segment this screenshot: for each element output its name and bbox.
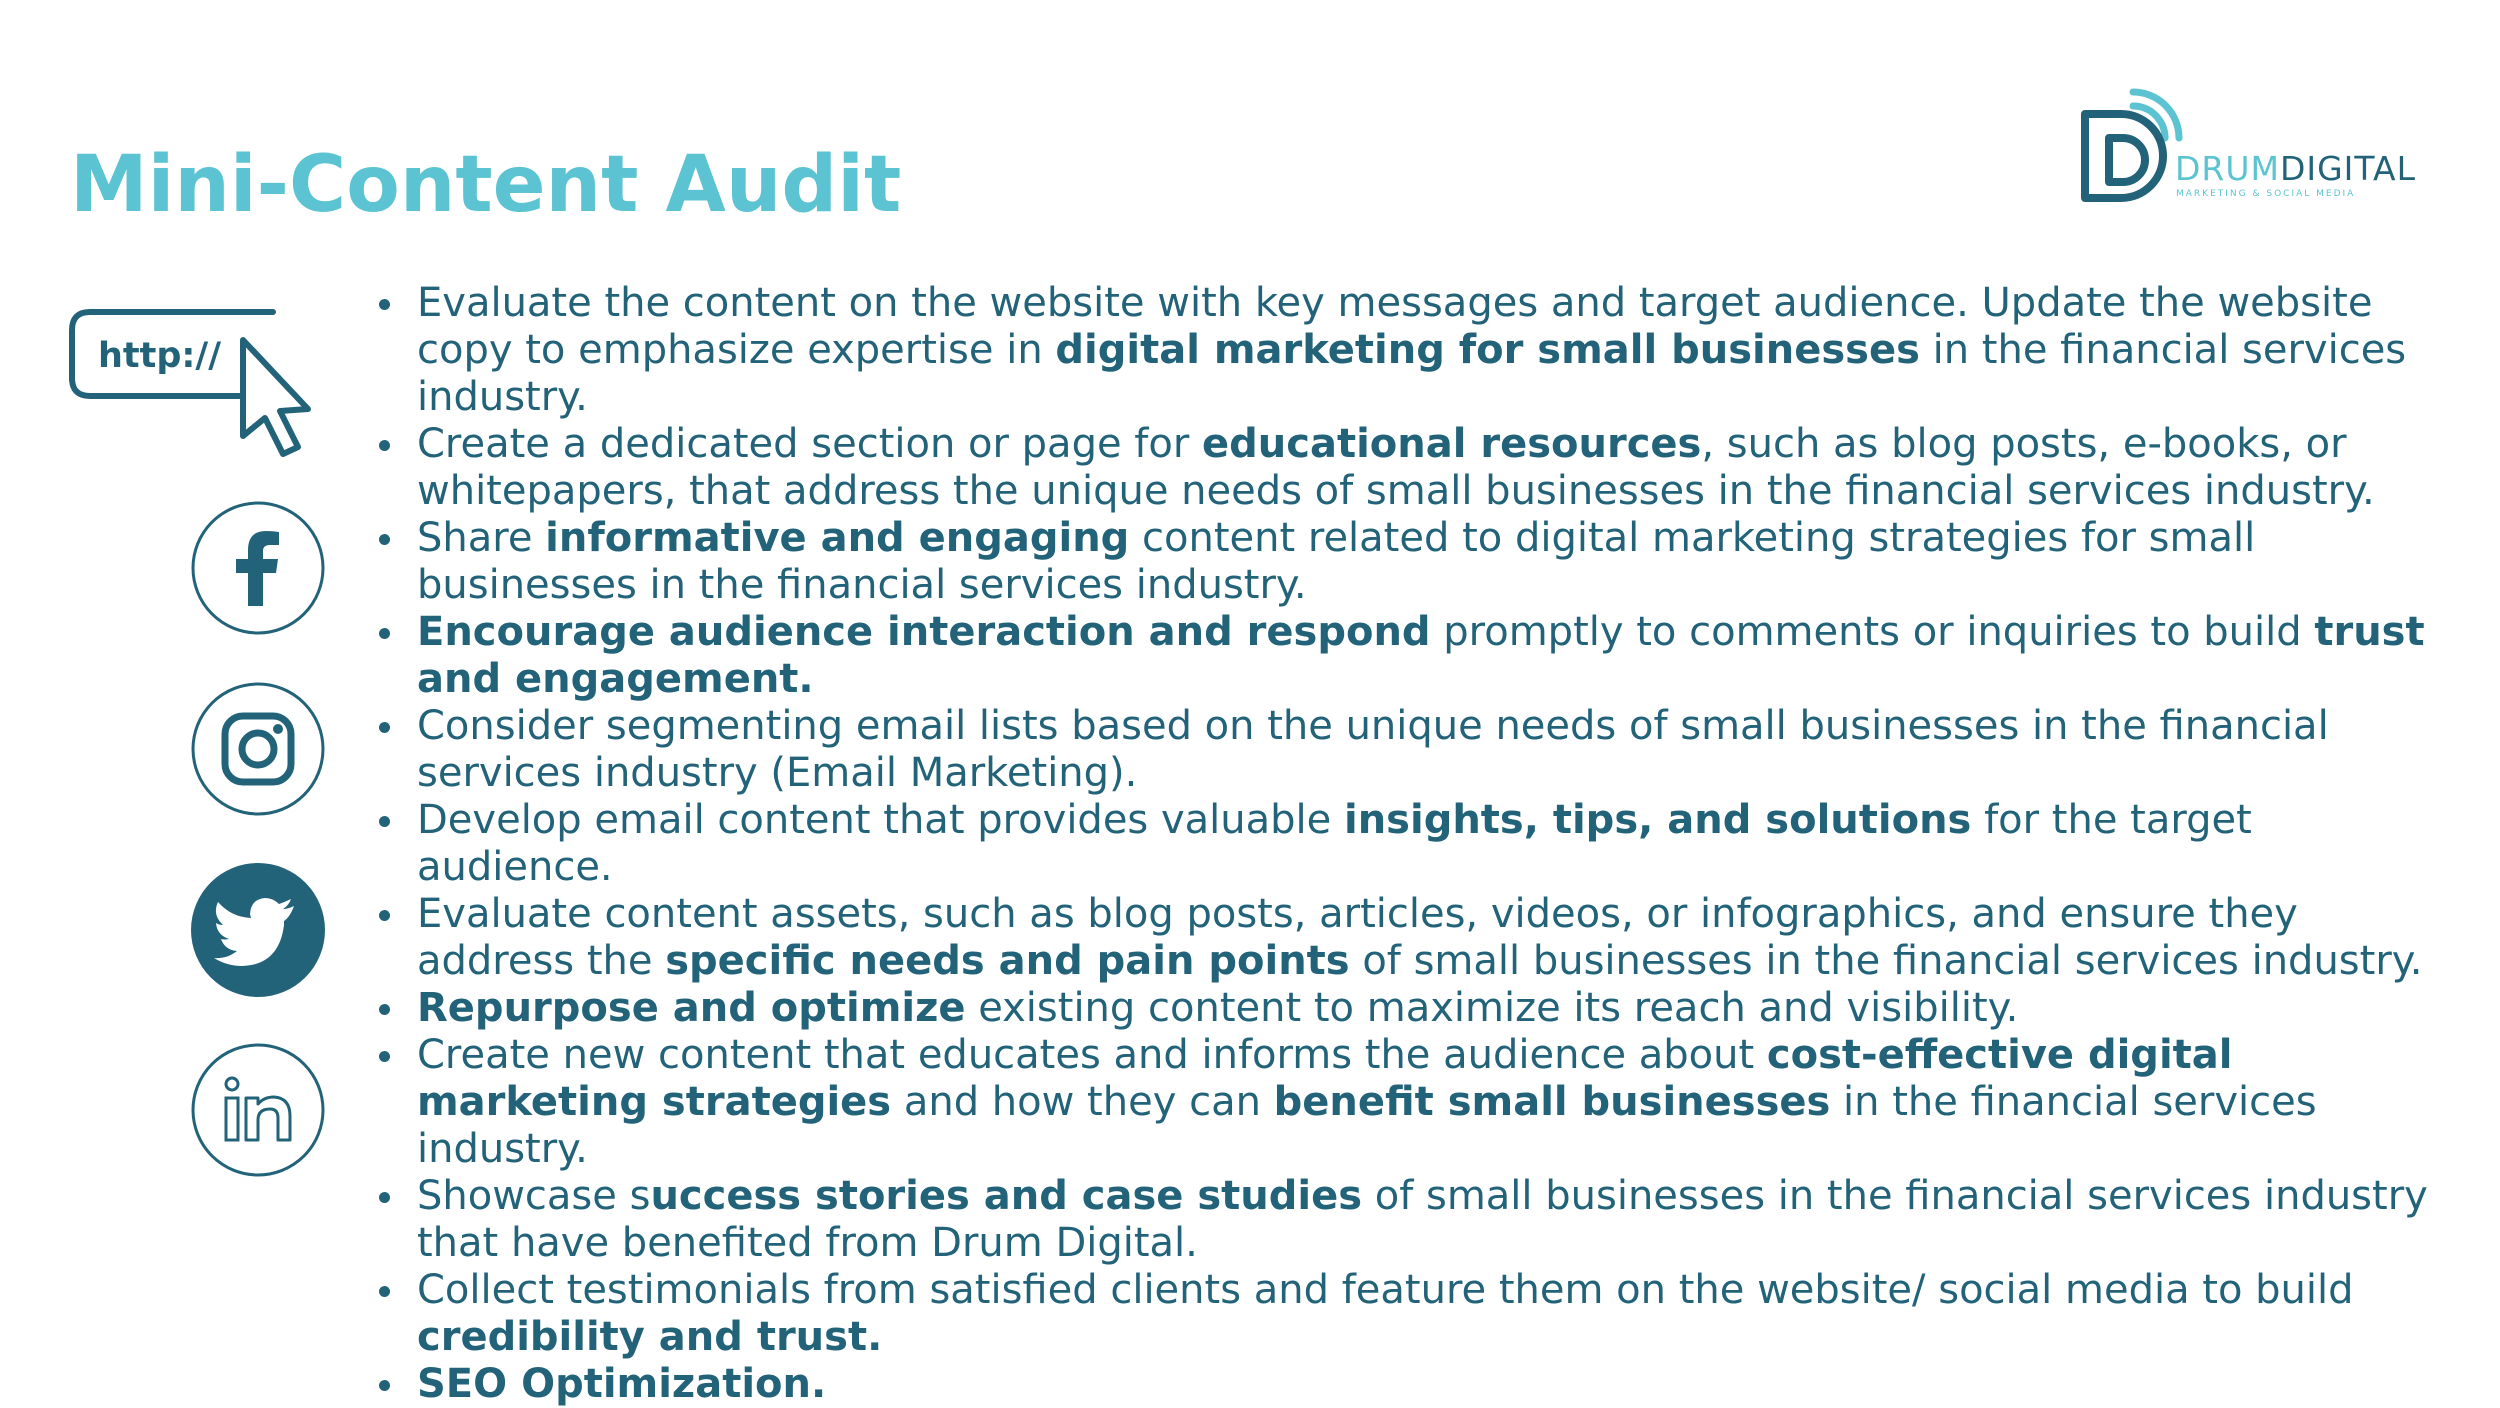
bullet-bold-text: Repurpose and optimize	[417, 985, 966, 1031]
page-title: Mini-Content Audit	[70, 140, 902, 230]
bullet-bold-text: digital marketing for small businesses	[1055, 327, 1920, 373]
bullet-bold-text: uccess stories and case studies	[650, 1173, 1362, 1219]
url-cursor-icon	[68, 308, 328, 458]
bullet-text: Consider segmenting email lists based on the unique needs of small businesses in the financial services industry (Email Marketing).	[417, 703, 2329, 796]
bullet-bold-text: benefit small businesses	[1273, 1079, 1831, 1125]
bullet-item	[375, 891, 2455, 985]
bullet-bold-text: cost-effective digital marketing strategies	[417, 1032, 2233, 1125]
bullet-bold-text: trust and engagement.	[417, 609, 2425, 702]
facebook-icon[interactable]	[190, 500, 326, 636]
logo-wordmark	[2175, 149, 2416, 188]
twitter-icon[interactable]	[190, 862, 326, 998]
bullet-item	[375, 1173, 2455, 1267]
bullet-text: promptly to comments or inquiries to build	[1430, 609, 2315, 655]
bullet-text: in the financial services industry.	[417, 327, 2407, 420]
bullet-item	[375, 797, 2455, 891]
bullet-text: Evaluate the content on the website with key messages and target audience. Update the website copy to emphasize expertise in	[417, 280, 2373, 373]
bullet-item	[375, 515, 2455, 609]
logo-drum: DRUM	[2175, 149, 2280, 188]
bullet-bold-text: specific needs and pain points	[665, 938, 1350, 984]
bullet-item	[375, 985, 2455, 1032]
logo-tagline: MARKETING & SOCIAL MEDIA	[2176, 189, 2356, 199]
bullet-text: content related to digital marketing strategies for small businesses in the financial services industry.	[417, 515, 2256, 608]
bullet-item	[375, 1267, 2455, 1361]
bullet-text: Share	[417, 515, 546, 561]
logo-mark-icon	[2075, 86, 2185, 206]
bullet-text: Showcase s	[417, 1173, 651, 1219]
bullet-item	[375, 703, 2455, 797]
logo-digital: DIGITAL	[2279, 149, 2416, 188]
bullet-text: existing content to maximize its reach and visibility.	[965, 985, 2019, 1031]
bullet-bold-text: credibility and trust.	[417, 1314, 883, 1360]
audit-bullet-list	[375, 280, 2455, 1408]
bullet-bold-text: informative and engaging	[545, 515, 1130, 561]
bullet-text: in the financial services industry.	[417, 1079, 2317, 1172]
drum-digital-logo	[2075, 86, 2445, 206]
bullet-item	[375, 609, 2455, 703]
bullet-item	[375, 421, 2455, 515]
bullet-text: Develop email content that provides valuable	[417, 797, 1344, 843]
bullet-text: Create a dedicated section or page for	[417, 421, 1202, 467]
bullet-item	[375, 280, 2455, 421]
bullet-text: of small businesses in the financial services industry.	[1349, 938, 2423, 984]
url-label: http://	[98, 336, 221, 376]
linkedin-icon[interactable]	[190, 1042, 326, 1178]
bullet-text: , such as blog posts, e-books, or whitepapers, that address the unique needs of small businesses in the financial services industry.	[417, 421, 2375, 514]
bullet-text: Create new content that educates and informs the audience about	[417, 1032, 1767, 1078]
bullet-bold-text: SEO Optimization.	[417, 1361, 827, 1407]
bullet-bold-text: Encourage audience interaction and respond	[417, 609, 1431, 655]
bullet-text: and how they can	[891, 1079, 1274, 1125]
bullet-text: of small businesses in the financial services industry that have benefited from Drum Digital.	[417, 1173, 2428, 1266]
bullet-bold-text: educational resources	[1202, 421, 1702, 467]
bullet-item	[375, 1032, 2455, 1173]
bullet-item	[375, 1361, 2455, 1408]
bullet-text: Evaluate content assets, such as blog posts, articles, videos, or infographics, and ensure they address the	[417, 891, 2298, 984]
instagram-icon[interactable]	[190, 681, 326, 817]
bullet-bold-text: insights, tips, and solutions	[1343, 797, 1972, 843]
bullet-text: for the target audience.	[417, 797, 2252, 890]
bullet-text: Collect testimonials from satisfied clients and feature them on the website/ social media to build	[417, 1267, 2354, 1313]
